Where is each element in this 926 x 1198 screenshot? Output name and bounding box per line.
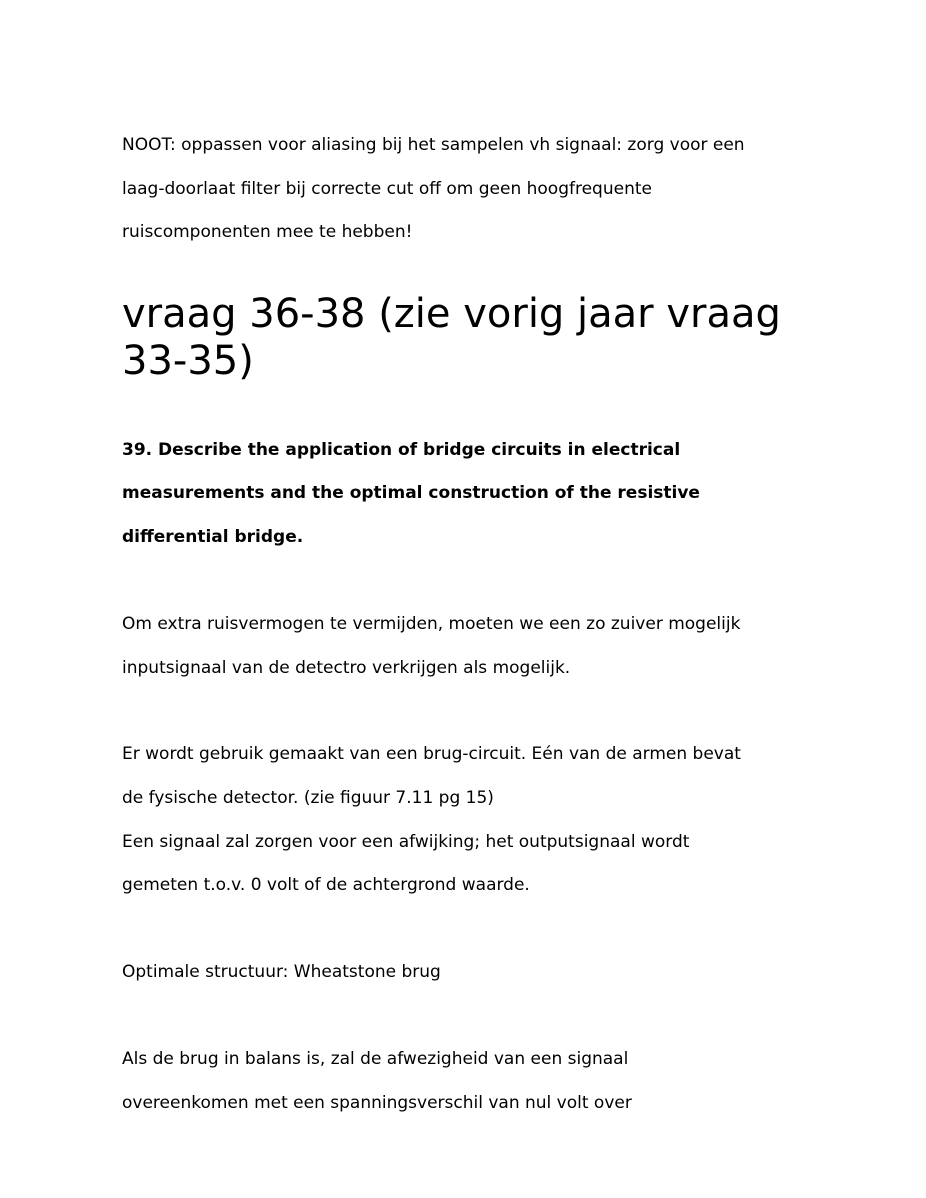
paragraph-2-line-1: Er wordt gebruik gemaakt van een brug-circuit. Eén van de armen bevat bbox=[122, 744, 741, 764]
paragraph-4-line-2: overeenkomen met een spanningsverschil van nul volt over bbox=[122, 1093, 632, 1113]
note-line-2: laag-doorlaat filter bij correcte cut off om geen hoogfrequente bbox=[122, 179, 652, 199]
paragraph-2-line-2: de fysische detector. (zie figuur 7.11 pg 15) bbox=[122, 788, 494, 808]
paragraph-2-line-4: gemeten t.o.v. 0 volt of de achtergrond waarde. bbox=[122, 875, 530, 895]
question-line-3: differential bridge. bbox=[122, 527, 304, 547]
question-line-2: measurements and the optimal construction of the resistive bbox=[122, 483, 700, 503]
paragraph-3-line-1: Optimale structuur: Wheatstone brug bbox=[122, 962, 441, 982]
paragraph-1-line-1: Om extra ruisvermogen te vermijden, moeten we een zo zuiver mogelijk bbox=[122, 614, 741, 634]
note-line-1: NOOT: oppassen voor aliasing bij het sampelen vh signaal: zorg voor een bbox=[122, 135, 745, 155]
heading-line-2: 33-35) bbox=[122, 338, 254, 384]
question-line-1: 39. Describe the application of bridge circuits in electrical bbox=[122, 440, 681, 460]
paragraph-4-line-1: Als de brug in balans is, zal de afwezigheid van een signaal bbox=[122, 1049, 629, 1069]
note-line-3: ruiscomponenten mee te hebben! bbox=[122, 222, 413, 242]
heading-line-1: vraag 36-38 (zie vorig jaar vraag bbox=[122, 291, 781, 337]
paragraph-1-line-2: inputsignaal van de detectro verkrijgen als mogelijk. bbox=[122, 658, 571, 678]
paragraph-2-line-3: Een signaal zal zorgen voor een afwijking; het outputsignaal wordt bbox=[122, 832, 690, 852]
